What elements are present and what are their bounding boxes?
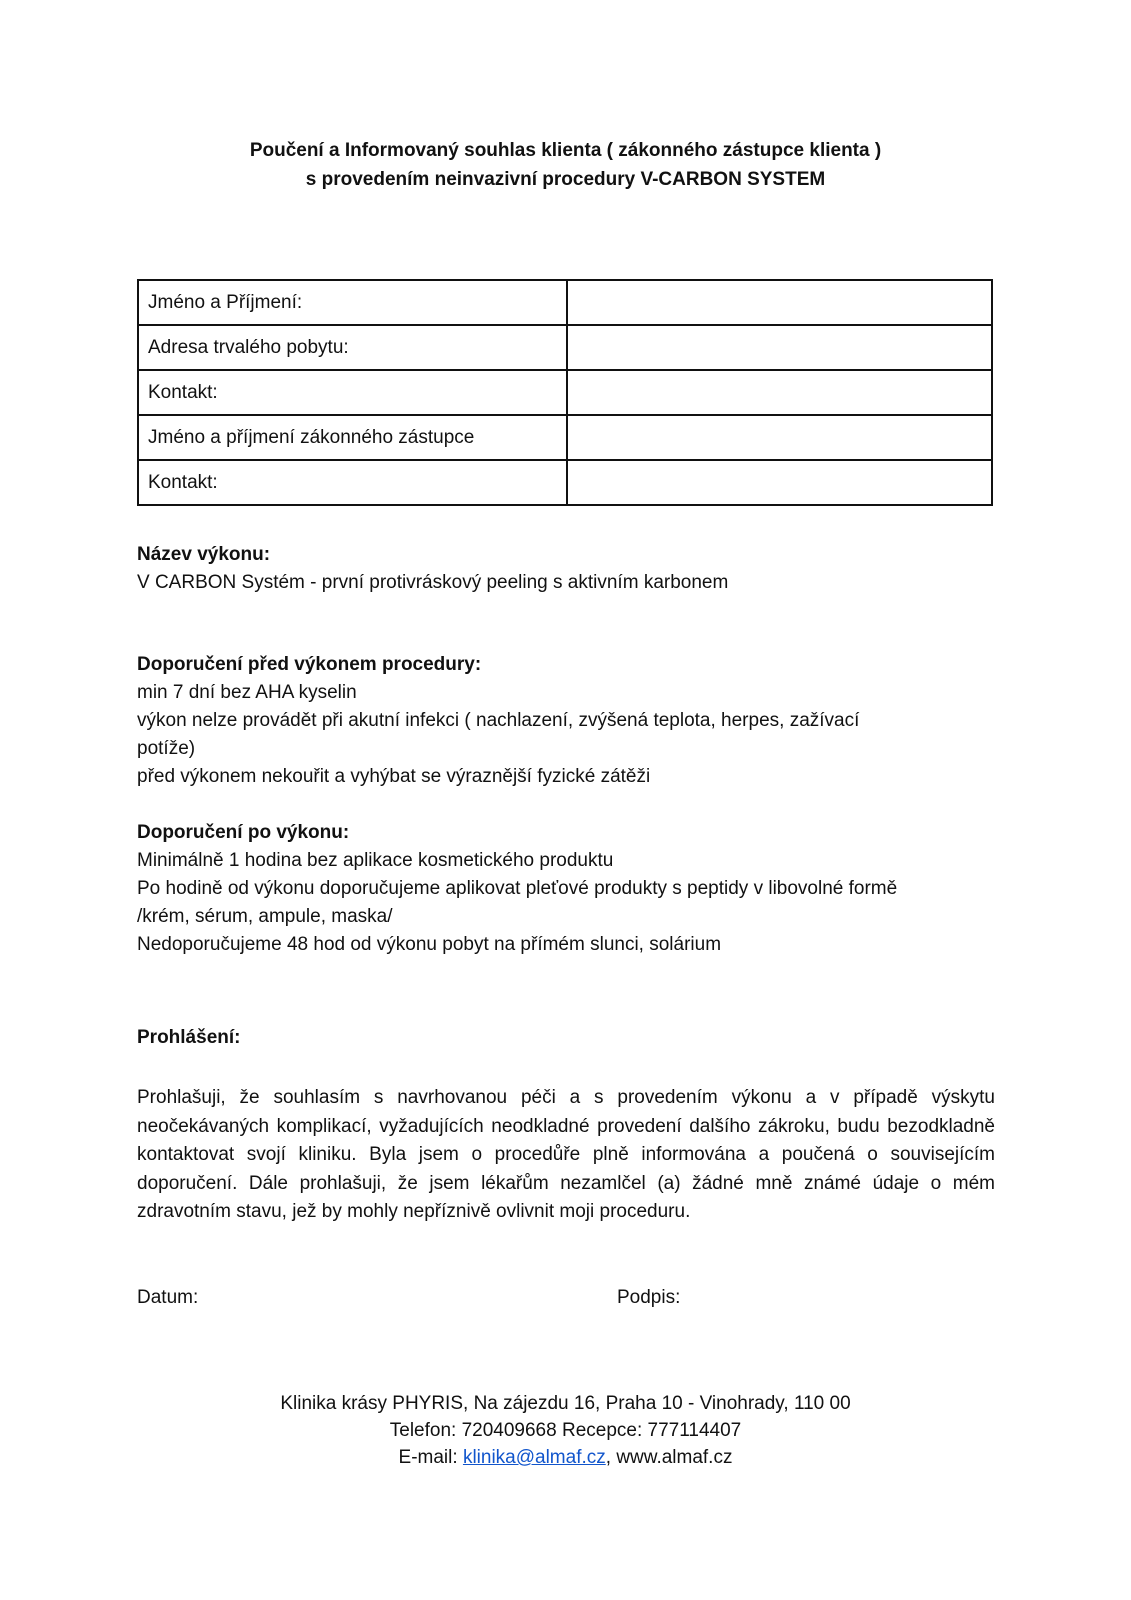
declaration-text: Prohlašuji, že souhlasím s navrhovanou péči a s provedením výkonu a v případě výskytu neočekávaných komplikací, vyžadujících neodkladné provedení dalšího zákroku, budu bezodkladně kontaktovat svojí kliniku. Byla jsem o procedůře plně informována a poučená o souvisejícím doporučení. Dále prohlašuji, že jsem lékařům nezamlčel (a) žádné mně známé údaje o mém zdravotním stavu, jež by mohly nepříznivě ovlivnit moji proceduru. [137,1087,995,1223]
field-value-address[interactable] [567,325,992,370]
field-value-contact[interactable] [567,370,992,415]
field-value-guardian-name[interactable] [567,415,992,460]
before-heading: Doporučení před výkonem procedury: [137,654,482,675]
before-line: před výkonem nekouřit a vyhýbat se výraznější fyzické zátěži [137,766,651,787]
footer-address: Klinika krásy PHYRIS, Na zájezdu 16, Praha 10 - Vinohrady, 110 00 [280,1393,851,1414]
footer [0,1390,1131,1471]
before-section [137,651,997,791]
title-line-2: s provedením neinvazivní procedury V-CARBON SYSTEM [305,169,826,190]
field-value-name[interactable] [567,280,992,325]
signature-label: Podpis: [617,1287,681,1308]
web-address: , www.almaf.cz [605,1447,733,1468]
table-row [138,280,992,325]
declaration-heading: Prohlášení: [137,1027,241,1048]
after-heading: Doporučení po výkonu: [137,822,350,843]
declaration-heading-block [137,1024,997,1052]
table-row [138,370,992,415]
field-value-guardian-contact[interactable] [567,460,992,505]
procedure-heading: Název výkonu: [137,544,271,565]
email-link[interactable]: klinika@almaf.cz [462,1447,606,1468]
table-row [138,325,992,370]
field-label: Jméno a příjmení zákonného zástupce [138,415,567,460]
email-prefix: E-mail: [398,1447,463,1468]
after-line: Po hodině od výkonu doporučujeme aplikovat pleťové produkty s peptidy v libovolné formě [137,878,898,899]
table-row [138,460,992,505]
field-label: Jméno a Příjmení: [138,280,567,325]
after-section [137,819,997,959]
after-line: Minimálně 1 hodina bez aplikace kosmetického produktu [137,850,614,871]
date-label: Datum: [137,1287,199,1308]
title-line-1: Poučení a Informovaný souhlas klienta ( zákonného zástupce klienta ) [249,140,882,161]
field-label: Kontakt: [138,370,567,415]
footer-phone: Telefon: 720409668 Recepce: 777114407 [389,1420,742,1441]
footer-contact [0,1444,1131,1471]
table-row [138,415,992,460]
field-label: Adresa trvalého pobytu: [138,325,567,370]
document-title [0,136,1131,194]
procedure-section [137,541,997,597]
procedure-name: V CARBON Systém - první protivráskový peeling s aktivním karbonem [137,572,729,593]
after-line: Nedoporučujeme 48 hod od výkonu pobyt na přímém slunci, solárium [137,934,722,955]
after-line: /krém, sérum, ampule, maska/ [137,906,393,927]
before-line: výkon nelze provádět při akutní infekci ( nachlazení, zvýšená teplota, herpes, zažívací [137,710,860,731]
before-line: potíže) [137,738,196,759]
field-label: Kontakt: [138,460,567,505]
before-line: min 7 dní bez AHA kyselin [137,682,357,703]
client-info-table [137,279,993,506]
